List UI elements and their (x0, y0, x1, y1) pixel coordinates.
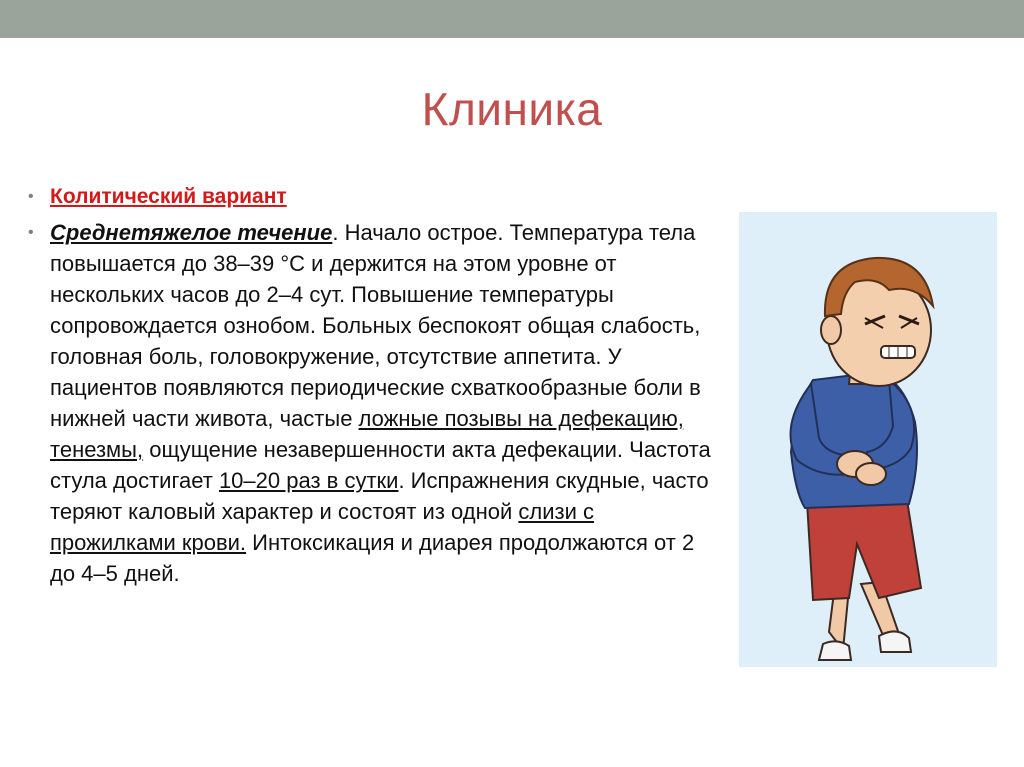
paragraph-lead: Среднетяжелое течение (50, 220, 333, 245)
underlined-phrase: слизи с прожилками крови. (50, 499, 595, 555)
boy-figure-image (739, 212, 997, 667)
bullet-paragraph (50, 217, 718, 589)
underlined-phrase: ложные позывы на дефекацию, тенезмы, (50, 406, 684, 462)
paragraph-text: . Испражнения скудные, часто теряют каловый характер и состоят из одной (50, 468, 709, 524)
bullet-item (28, 181, 718, 213)
bullet-icon: • (28, 224, 34, 241)
bullet-item (28, 217, 718, 589)
top-band (0, 0, 1024, 38)
boy-stomachache-illustration (739, 212, 997, 667)
paragraph-text: . Начало острое. Температура тела повышается до 38–39 °С и держится на этом уровне от нескольких часов до 2–4 сут. Повышение температуры сопровождается ознобом. Больных беспокоят общая слабость, головная боль, головокружение, отсутствие аппетита. У пациентов появляются периодические схваткообразные боли в нижней части живота, частые (50, 220, 701, 431)
slide-title: Клиника (421, 83, 603, 135)
paragraph-text: ощущение незавершенности акта дефекации. Частота стула достигает (50, 437, 711, 493)
paragraph-text: Интоксикация и диарея продолжаются от 2 до 4–5 дней. (50, 530, 695, 586)
underlined-phrase: 10–20 раз в сутки (218, 468, 399, 493)
slide-content (28, 181, 718, 593)
bullet-heading: Колитический вариант (50, 185, 287, 208)
bullet-icon: • (28, 188, 34, 205)
